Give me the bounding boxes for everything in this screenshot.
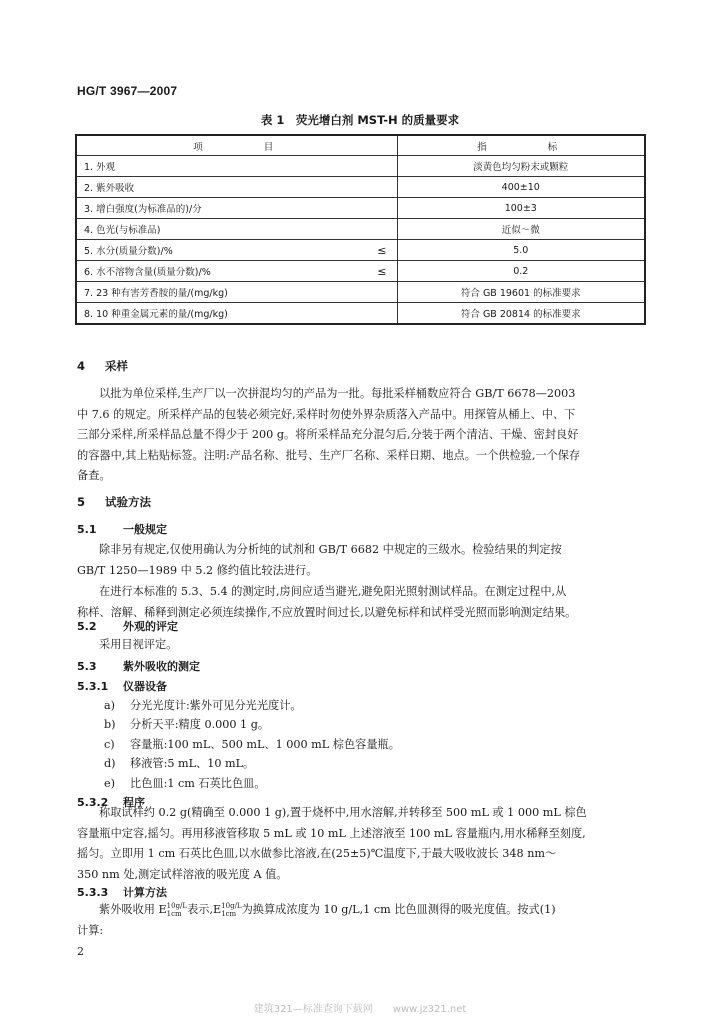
section-4-paragraph [77, 384, 644, 487]
list-item: a) 分光光度计:紫外可见分光光度计。 [104, 699, 302, 712]
paragraph-line: 的容器中,其上粘贴标签。注明:产品名称、批号、生产厂名称、采样日期、地点。一个供检验,一个保存 [77, 448, 581, 462]
list-item: b) 分析天平:精度 0.000 1 g。 [104, 718, 270, 731]
paragraph-line: 以批为单位采样,生产厂以一次拼混均匀的产品为一批。每批采样桶数应符合 GB/T 6678—2003 [99, 387, 576, 400]
row-value: 0.2 [397, 261, 645, 282]
section-5-1-paragraph-2 [77, 582, 644, 623]
list-item: e) 比色皿:1 cm 石英比色皿。 [104, 777, 266, 790]
column-header-value: 指 标 [397, 135, 645, 156]
section-5-3-1-heading: 5.3.1 仪器设备 [77, 680, 167, 693]
row-limit-symbol: ≤ [359, 240, 397, 261]
table-row [76, 240, 645, 261]
section-4-heading: 4 采样 [77, 359, 128, 373]
row-limit-symbol [359, 156, 397, 177]
e-notation-index: 10g/L 1cm [166, 902, 188, 918]
table-row [76, 303, 645, 325]
row-value: 符合 GB 19601 的标准要求 [397, 282, 645, 303]
table-caption: 表 1 荧光增白剂 MST-H 的质量要求 [260, 113, 460, 127]
document-code-header: HG/T 3967—2007 [77, 84, 178, 98]
e-notation-index: 10g/L 1cm [221, 902, 242, 918]
row-item: 4. 色光(与标准品) [76, 219, 359, 240]
row-limit-symbol [359, 303, 397, 325]
paragraph-line: 中 7.6 的规定。所采样产品的包装必须完好,采样时勿使外界杂质落入产品中。用探管从桶上、中、下 [77, 407, 576, 421]
section-5-3-2-heading: 5.3.2 程序 [77, 796, 145, 809]
section-5-3-3-paragraph [77, 900, 644, 941]
row-limit-symbol [359, 198, 397, 219]
row-value: 符合 GB 20814 的标准要求 [397, 303, 645, 325]
page-number: 2 [77, 945, 84, 958]
paragraph-line: 容量瓶中定容,摇匀。再用移液管移取 5 mL 或 10 mL 上述溶液至 100 mL 容量瓶内,用水稀释至刻度, [77, 826, 586, 840]
paragraph-line: 除非另有规定,仅使用确认为分析纯的试剂和 GB/T 6682 中规定的三级水。检验结果的判定按 [99, 543, 562, 556]
row-value: 近似～微 [397, 219, 645, 240]
row-value: 100±3 [397, 198, 645, 219]
paragraph-line: 备查。 [77, 469, 111, 482]
watermark-footer: 建筑321—标准查询下载网 www.jz321.net [253, 1004, 467, 1015]
row-limit-symbol [359, 282, 397, 303]
paragraph-line: 计算: [77, 923, 104, 937]
list-item: d) 移液管:5 mL、10 mL。 [104, 757, 255, 770]
row-value: 400±10 [397, 177, 645, 198]
paragraph-line: 摇匀。立即用 1 cm 石英比色皿,以水做参比溶液,在(25±5)℃温度下,于最大吸收波长 348 nm～ [77, 847, 557, 860]
paragraph-line: 三部分采样,所采样品总量不得少于 200 g。将所采样品充分混匀后,分装于两个清洁、干燥、密封良好 [77, 428, 579, 441]
table-row [76, 156, 645, 177]
row-item: 1. 外观 [76, 156, 359, 177]
row-limit-symbol [359, 219, 397, 240]
row-item: 5. 水分(质量分数)/% [76, 240, 359, 261]
paragraph-line: 350 nm 处,测定试样溶液的吸光度 A 值。 [77, 867, 288, 881]
column-header-item: 项 目 [76, 135, 397, 156]
table-row [76, 261, 645, 282]
row-item: 7. 23 种有害芳香胺的量/(mg/kg) [76, 282, 359, 303]
quality-requirements-table [75, 134, 646, 325]
section-5-1-heading: 5.1 一般规定 [77, 523, 167, 536]
section-5-3-2-paragraph [77, 803, 644, 885]
paragraph-line: 称样、溶解、稀释到测定必须连续操作,不应放置时间过长,以避免标样和试样受光照而影响测定结果。 [77, 605, 577, 619]
row-item: 8. 10 种重金属元素的量/(mg/kg) [76, 303, 359, 325]
row-limit-symbol: ≤ [359, 261, 397, 282]
row-item: 3. 增白强度(为标准品的)/分 [76, 198, 359, 219]
section-5-1-paragraph-1 [77, 540, 644, 581]
table-row [76, 219, 645, 240]
list-item: c) 容量瓶:100 mL、500 mL、1 000 mL 棕色容量瓶。 [104, 738, 400, 751]
section-5-2-heading: 5.2 外观的评定 [77, 620, 178, 633]
paragraph-line: 在进行本标准的 5.3、5.4 的测定时,房间应适当避光,避免阳光照射测试样品。在测定过程中,从 [99, 585, 567, 598]
row-limit-symbol [359, 177, 397, 198]
table-row [76, 177, 645, 198]
row-value: 淡黄色均匀粉末或颗粒 [397, 156, 645, 177]
table-header-row [76, 135, 645, 156]
table-row [76, 282, 645, 303]
row-item: 6. 水不溶物含量(质量分数)/% [76, 261, 359, 282]
section-5-3-3-heading: 5.3.3 计算方法 [77, 886, 167, 899]
section-5-2-text: 采用目视评定。 [99, 638, 178, 651]
section-5-heading: 5 试验方法 [77, 495, 151, 509]
paragraph-line: GB/T 1250—1989 中 5.2 修约值比较法进行。 [77, 563, 318, 577]
paragraph-line: 紫外吸收用 E10g/L 1cm 表示,E10g/L 1cm 为换算成浓度为 10 g/L,1 cm 比色皿测得的吸光度值。按式(1) [99, 902, 556, 918]
row-value: 5.0 [397, 240, 645, 261]
paragraph-line: 称取试样约 0.2 g(精确至 0.000 1 g),置于烧杯中,用水溶解,并转移至 500 mL 或 1 000 mL 棕色 [99, 806, 587, 819]
table-row [76, 198, 645, 219]
section-5-3-heading: 5.3 紫外吸收的测定 [77, 660, 200, 673]
row-item: 2. 紫外吸收 [76, 177, 359, 198]
